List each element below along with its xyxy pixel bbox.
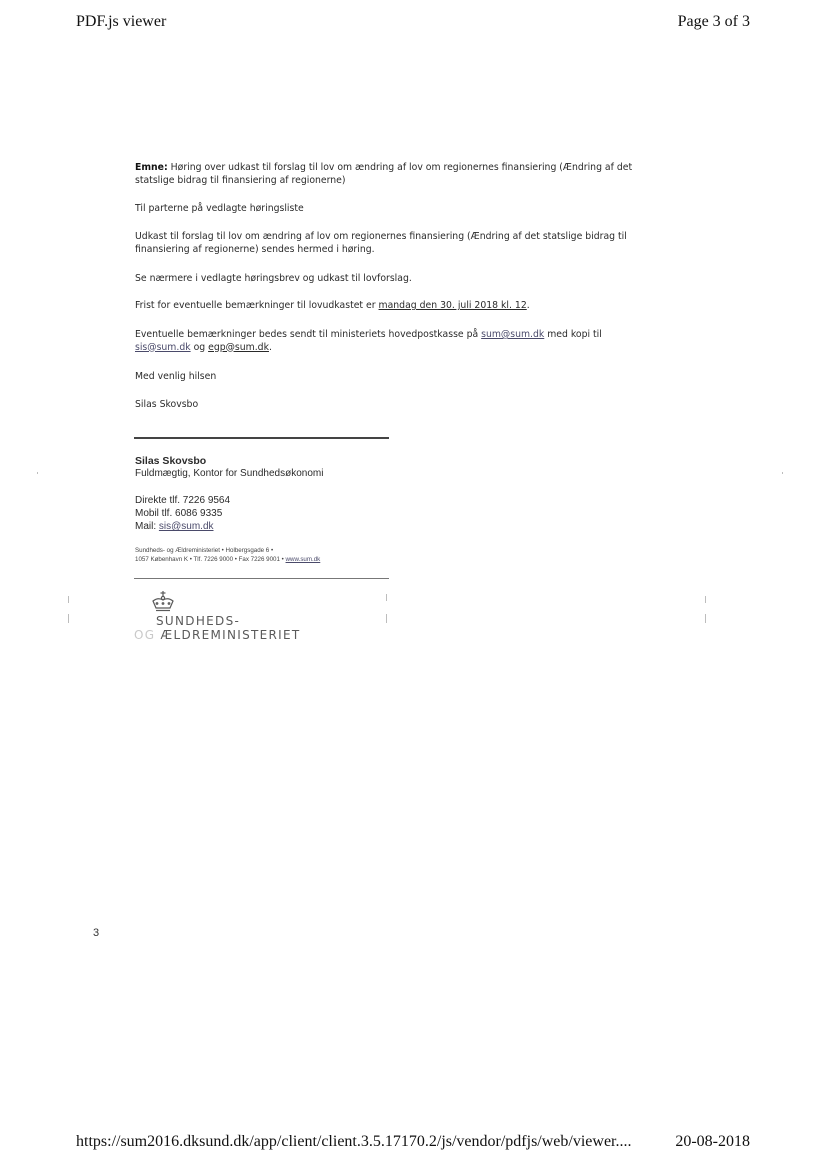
deadline-suffix: . xyxy=(526,300,530,311)
mailbox-link[interactable]: sum@sum.dk xyxy=(481,329,545,340)
crown-icon xyxy=(150,590,176,614)
signature-mail-link[interactable]: sis@sum.dk xyxy=(158,521,214,532)
email-sender: Silas Skovsbo xyxy=(135,399,199,410)
signature-divider xyxy=(134,578,389,579)
deadline-prefix: Frist for eventuelle bemærkninger til lovudkastet er xyxy=(135,300,379,311)
scan-artifact xyxy=(705,596,706,603)
signature-contact-text: 1057 København K • Tlf. 7226 9000 • Fax 7226 9001 • xyxy=(135,556,286,563)
email-recipients: Til parterne på vedlagte høringsliste xyxy=(135,203,304,214)
scan-artifact xyxy=(705,614,706,623)
signature-name: Silas Skovsbo xyxy=(135,455,207,467)
copy-link-sis[interactable]: sis@sum.dk xyxy=(135,341,191,353)
logo-text-prefix: OG xyxy=(134,628,161,642)
scan-artifact xyxy=(37,472,38,474)
signature-mail xyxy=(135,521,214,532)
subject-label: Emne: xyxy=(135,162,168,173)
logo-text-line2 xyxy=(134,628,301,642)
copy-link-egp[interactable]: egp@sum.dk xyxy=(208,341,269,353)
email-comments xyxy=(135,329,645,354)
signature-divider xyxy=(134,437,389,439)
signature-address: Sundheds- og Ældreministeriet • Holbergsgade 6 • xyxy=(135,547,274,554)
signature-mail-label: Mail: xyxy=(135,521,159,532)
deadline-date: mandag den 30. juli 2018 kl. 12 xyxy=(378,300,527,311)
comments-prefix: Eventuelle bemærkninger bedes sendt til ministeriets hovedpostkasse på xyxy=(135,329,482,340)
scan-artifact xyxy=(386,594,387,601)
website-link[interactable]: www.sum.dk xyxy=(285,556,321,563)
logo-text-main: ÆLDREMINISTERIET xyxy=(160,628,301,642)
comments-suffix: . xyxy=(268,341,272,353)
comments-mid: med kopi til xyxy=(544,329,602,340)
email-deadline xyxy=(135,300,645,313)
page-number: 3 xyxy=(93,927,100,939)
scan-artifact xyxy=(782,472,783,474)
logo-text-line1: SUNDHEDS- xyxy=(156,614,241,628)
signature-mobile-phone: Mobil tlf. 6086 9335 xyxy=(135,508,223,519)
viewer-url: https://sum2016.dksund.dk/app/client/client.3.5.17170.2/js/vendor/pdfjs/web/viewer.... xyxy=(76,1133,632,1150)
print-date: 20-08-2018 xyxy=(675,1133,750,1150)
email-greeting: Med venlig hilsen xyxy=(135,371,217,382)
scan-artifact xyxy=(386,614,387,623)
email-subject xyxy=(135,162,645,187)
signature-title: Fuldmægtig, Kontor for Sundhedsøkonomi xyxy=(135,468,324,479)
scan-artifact xyxy=(68,614,69,623)
signature-direct-phone: Direkte tlf. 7226 9564 xyxy=(135,495,231,506)
email-body-paragraph: Udkast til forslag til lov om ændring af lov om regionernes finansiering (Ændring af det statslige bidrag til finansiering af regionerne) sendes hermed i høring. xyxy=(135,231,627,255)
scan-artifact xyxy=(68,596,69,603)
comments-and: og xyxy=(190,341,209,353)
viewer-title: PDF.js viewer xyxy=(76,13,167,30)
subject-text: Høring over udkast til forslag til lov om ændring af lov om regionernes finansiering (Ændring af det statslige bidrag til finansiering af regionerne) xyxy=(135,162,633,186)
page-indicator: Page 3 of 3 xyxy=(677,13,750,30)
email-body-paragraph: Se nærmere i vedlagte høringsbrev og udkast til lovforslag. xyxy=(135,273,412,284)
signature-contact xyxy=(135,556,320,563)
